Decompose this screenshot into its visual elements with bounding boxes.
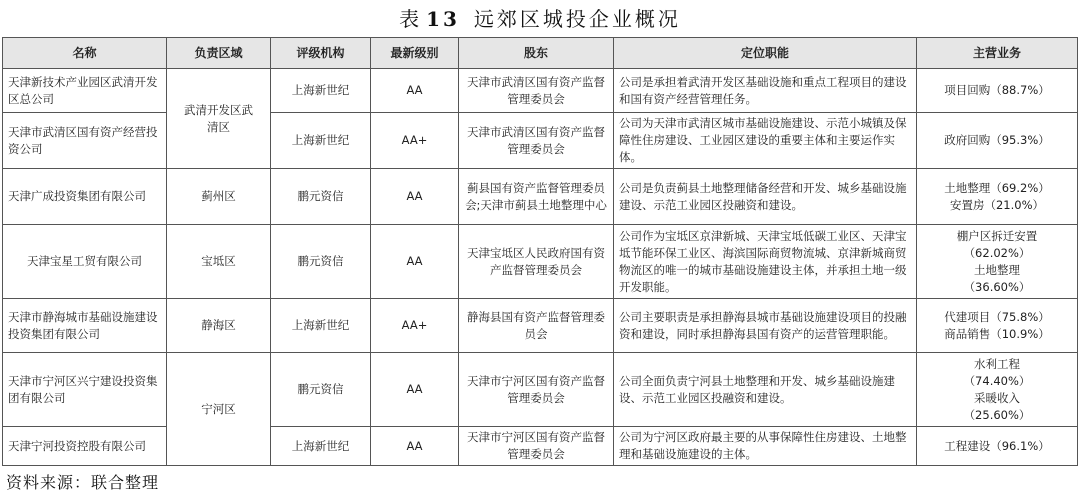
- business-line: 工程建设（96.1%）: [944, 438, 1050, 453]
- shareholder-cell: 静海县国有资产监督管理委员会: [459, 299, 614, 353]
- table-row: [3, 299, 1078, 353]
- table-row: [3, 225, 1078, 299]
- table-title: [0, 3, 1080, 32]
- header-name: 名称: [3, 38, 167, 69]
- business-cell: [917, 299, 1078, 353]
- region-cell: 蓟州区: [167, 169, 271, 225]
- region-cell: 宝坻区: [167, 225, 271, 299]
- agency-cell: 上海新世纪: [271, 113, 371, 169]
- agency-cell: 上海新世纪: [271, 69, 371, 113]
- region-cell: 武清开发区武清区: [167, 69, 271, 169]
- business-line: （25.60%）: [963, 407, 1031, 422]
- company-name: 天津市宁河区兴宁建设投资集团有限公司: [3, 353, 167, 427]
- business-line: 土地整理: [974, 262, 1020, 277]
- function-cell: 公司全面负责宁河县土地整理和开发、城乡基础设施建设、示范工业园区投融资和建设。: [614, 353, 917, 427]
- rating-cell: AA: [371, 427, 459, 466]
- business-cell: [917, 225, 1078, 299]
- shareholder-cell: 蓟县国有资产监督管理委员会;天津市蓟县土地整理中心: [459, 169, 614, 225]
- business-line: 棚户区拆迁安置: [956, 228, 1038, 243]
- header-shareholder: 股东: [459, 38, 614, 69]
- function-cell: 公司作为宝坻区京津新城、天津宝坻低碳工业区、天津宝坻节能环保工业区、海滨国际商贸物流城、京津新城商贸物流区的唯一的城市基础设施建设主体，并承担土地一级开发职能。: [614, 225, 917, 299]
- business-line: 商品销售（10.9%）: [944, 326, 1050, 341]
- shareholder-cell: 天津市武清区国有资产监督管理委员会: [459, 113, 614, 169]
- header-function: 定位职能: [614, 38, 917, 69]
- agency-cell: 鹏元资信: [271, 225, 371, 299]
- table-row: [3, 353, 1078, 427]
- region-cell: 宁河区: [167, 353, 271, 466]
- rating-cell: AA: [371, 353, 459, 427]
- function-cell: 公司为宁河区政府最主要的从事保障性住房建设、土地整理和基础设施建设的主体。: [614, 427, 917, 466]
- header-agency: 评级机构: [271, 38, 371, 69]
- business-cell: [917, 427, 1078, 466]
- agency-cell: 上海新世纪: [271, 427, 371, 466]
- company-name: 天津宁河投资控股有限公司: [3, 427, 167, 466]
- business-line: 土地整理（69.2%）: [944, 180, 1050, 195]
- company-name: 天津市武清区国有资产经营投资公司: [3, 113, 167, 169]
- rating-cell: AA: [371, 69, 459, 113]
- function-cell: 公司是负责蓟县土地整理储备经营和开发、城乡基础设施建设、示范工业园区投融资和建设。: [614, 169, 917, 225]
- region-cell: 静海区: [167, 299, 271, 353]
- shareholder-cell: 天津市宁河区国有资产监督管理委员会: [459, 427, 614, 466]
- table-row: [3, 113, 1078, 169]
- shareholder-cell: 天津市武清区国有资产监督管理委员会: [459, 69, 614, 113]
- business-cell: [917, 353, 1078, 427]
- header-business: 主营业务: [917, 38, 1078, 69]
- company-name: 天津宝星工贸有限公司: [3, 225, 167, 299]
- business-line: （62.02%）: [963, 245, 1031, 260]
- shareholder-cell: 天津宝坻区人民政府国有资产监督管理委员会: [459, 225, 614, 299]
- business-line: 项目回购（88.7%）: [944, 83, 1050, 97]
- company-name: 天津广成投资集团有限公司: [3, 169, 167, 225]
- header-row: [3, 38, 1078, 69]
- table-row: [3, 169, 1078, 225]
- business-cell: [917, 69, 1078, 113]
- source-note: 资料来源：联合整理: [6, 473, 160, 492]
- company-name: 天津新技术产业园区武清开发区总公司: [3, 69, 167, 113]
- table-row: [3, 69, 1078, 113]
- table-title-label: 表: [399, 7, 423, 31]
- business-cell: [917, 113, 1078, 169]
- business-line: （74.40%）: [963, 373, 1031, 388]
- function-cell: 公司是承担着武清开发区基础设施和重点工程项目的建设和国有资产经营管理任务。: [614, 69, 917, 113]
- rating-cell: AA: [371, 225, 459, 299]
- rating-cell: AA+: [371, 299, 459, 353]
- business-line: 采暖收入: [974, 390, 1020, 405]
- table-row: [3, 427, 1078, 466]
- business-line: （36.60%）: [963, 279, 1031, 294]
- business-line: 政府回购（95.3%）: [944, 133, 1050, 147]
- company-name: 天津市静海城市基础设施建设投资集团有限公司: [3, 299, 167, 353]
- rating-cell: AA: [371, 169, 459, 225]
- header-region: 负责区域: [167, 38, 271, 69]
- business-line: 水利工程: [974, 356, 1020, 371]
- function-cell: 公司为天津市武清区城市基础设施建设、示范小城镇及保障性住房建设、工业园区建设的重要主体和主要运作实体。: [614, 113, 917, 169]
- header-rating: 最新级别: [371, 38, 459, 69]
- business-line: 代建项目（75.8%）: [944, 309, 1050, 324]
- agency-cell: 上海新世纪: [271, 299, 371, 353]
- table-title-number: 13: [426, 7, 460, 31]
- function-cell: 公司主要职责是承担静海县城市基础设施建设项目的投融资和建设，同时承担静海县国有资产的运营管理职能。: [614, 299, 917, 353]
- business-line: 安置房（21.0%）: [949, 197, 1045, 212]
- enterprise-table: [2, 37, 1078, 466]
- agency-cell: 鹏元资信: [271, 169, 371, 225]
- shareholder-cell: 天津市宁河区国有资产监督管理委员会: [459, 353, 614, 427]
- rating-cell: AA+: [371, 113, 459, 169]
- business-cell: [917, 169, 1078, 225]
- table-title-text: 远郊区城投企业概况: [473, 7, 681, 31]
- agency-cell: 鹏元资信: [271, 353, 371, 427]
